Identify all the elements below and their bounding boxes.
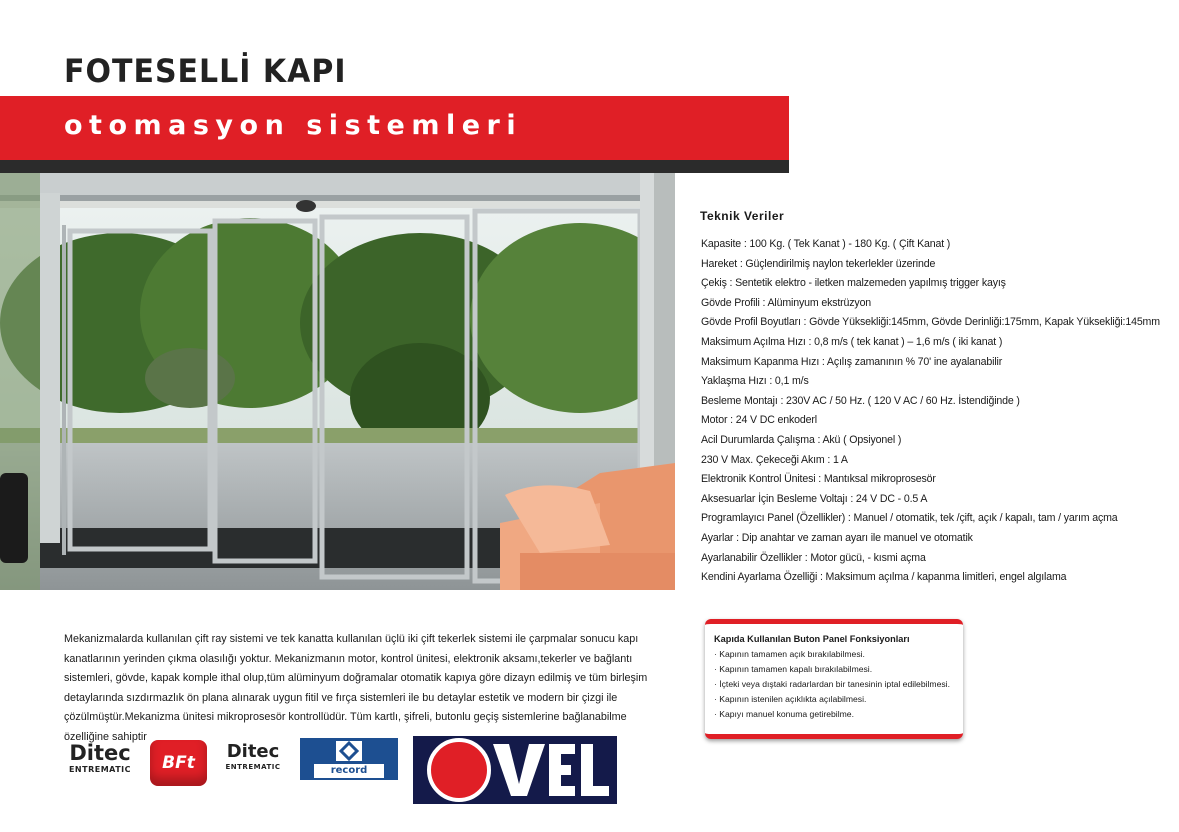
spec-item: Kendini Ayarlama Özelliği : Maksimum açılma / kapanma limitleri, engel algılama [701,571,1067,584]
spec-item: Gövde Profil Boyutları : Gövde Yüksekliği:145mm, Gövde Derinliği:175mm, Kapak Yüksekliği:145mm [701,316,1160,329]
panel-item: · Kapının istenilen açıklıkta açılabilmesi. [714,694,867,704]
spec-item: Programlayıcı Panel (Özellikler) : Manuel / otomatik, tek /çift, açık / kapalı, tam / yarım açma [701,512,1118,525]
record-emblem-icon [300,738,398,764]
record-wordmark: record [314,764,384,778]
spec-item: Çekiş : Sentetik elektro - iletken malzemeden yapılmış trigger kayış [701,277,1006,290]
banner-subtitle: otomasyon sistemleri [64,110,523,141]
spec-item: Ayarlanabilir Özellikler : Motor gücü, - kısmi açma [701,551,926,564]
spec-item: Yaklaşma Hızı : 0,1 m/s [701,375,809,388]
ditec-logo-2: Ditec ENTREMATIC [225,741,281,771]
spec-item: Maksimum Kapanma Hızı : Açılış zamanının % 70' ine ayalanabilir [701,355,1003,368]
spec-item: Kapasite : 100 Kg. ( Tek Kanat ) - 180 Kg. ( Çift Kanat ) [701,238,951,250]
product-photo [0,173,675,590]
ovel-emblem-icon [413,736,617,804]
spec-item: Aksesuarlar İçin Besleme Voltajı : 24 V DC - 0.5 A [701,492,928,505]
spec-item: Gövde Profili : Alüminyum ekstrüzyon [701,296,872,309]
bft-logo: BFt [150,740,207,786]
specs-list [701,235,1160,588]
spec-item: Maksimum Açılma Hızı : 0,8 m/s ( tek kanat ) – 1,6 m/s ( iki kanat ) [701,335,1003,348]
sliding-door-photo [0,173,675,590]
banner-dark-strip [0,160,789,173]
specs-heading: Teknik Veriler [700,209,785,223]
spec-item: Hareket : Güçlendirilmiş naylon tekerlekler üzerinde [701,257,936,270]
panel-item: · Kapıyı manuel konuma getirebilme. [714,709,854,719]
panel-list [714,647,963,722]
spec-item: 230 V Max. Çekeceği Akım : 1 A [701,453,848,466]
spec-item: Acil Durumlarda Çalışma : Akü ( Opsiyonel ) [701,433,902,446]
page-title: FOTESELLİ KAPI [64,52,347,91]
spec-item: Elektronik Kontrol Ünitesi : Mantıksal mikroprosesör [701,473,936,486]
panel-item: · İçteki veya dıştaki radarlardan bir tanesinin iptal edilebilmesi. [714,679,950,689]
record-logo [300,738,398,780]
panel-item: · Kapının tamamen kapalı bırakılabilmesi. [714,664,873,674]
panel-title: Kapıda Kullanılan Buton Panel Fonksiyonları [714,634,910,644]
spec-item: Motor : 24 V DC enkoderl [701,414,817,427]
description-paragraph: Mekanizmalarda kullanılan çift ray sistemi ve tek kanatta kullanılan üçlü iki çift tekerlek sistemi ile çarpmalar sonucu kapı kanatlarının yerinden çıkma olasılığı yoktur. Mekanizmanın motor, kontrol ünitesi, elektronik aksamı,tekerler ve bağlantı sistemleri, gövde, kapak komple ithal olup,tüm alüminyum doğramalar otomatik kapıya göre dizayn edilmiş ve tüm birleşim detaylarında sızdırmazlık ön plana alınarak uygun fitil ve fırça sistemleri ile bu detaylar estetik ve modern bir çizgi ile çözülmüştür.Mekanizma ünitesi mikroprosesör kontrollüdür. Tüm kartlı, şifreli, butonlu geçiş sistemlerine bağlanabilme özelliğine sahiptir [64,633,648,743]
ditec-logo: Ditec ENTREMATIC [68,741,132,774]
spec-item: Ayarlar : Dip anahtar ve zaman ayarı ile manuel ve otomatik [701,531,973,544]
ovel-logo [413,736,617,804]
spec-item: Besleme Montajı : 230V AC / 50 Hz. ( 120 V AC / 60 Hz. İstendiğinde ) [701,394,1020,407]
button-panel-box [705,619,963,739]
panel-item: · Kapının tamamen açık bırakılabilmesi. [714,649,865,659]
